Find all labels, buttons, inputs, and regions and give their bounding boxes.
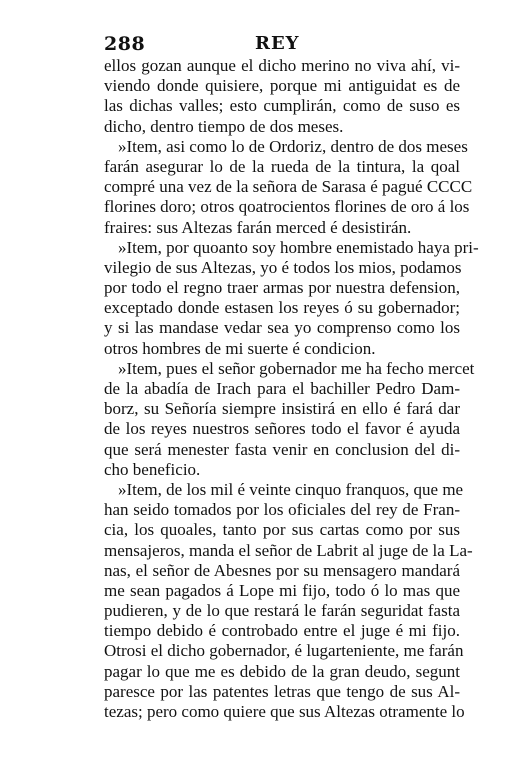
- text-line: borz, su Señoría siempre insistirá en ello é fará dar: [104, 399, 460, 419]
- text-line: vilegio de sus Altezas, yo é todos los mios, podamos: [104, 257, 462, 277]
- text-line: han seido tomados por los oficiales del rey de Fran-: [104, 500, 460, 520]
- text-line: tezas; pero como quiere que sus Altezas otramente lo: [104, 702, 465, 721]
- text-line: que será menester fasta venir en conclusion del di-: [104, 439, 460, 459]
- text-line: cho beneficio.: [104, 459, 201, 479]
- text-line: compré una vez de la señora de Sarasa é pagué CCCC: [104, 177, 473, 197]
- page-header: [104, 33, 460, 55]
- text-line: exceptado donde estasen los reyes ó su gobernador;: [104, 298, 460, 318]
- text-line: »Item, pues el señor gobernador me ha fecho mercet: [118, 358, 475, 378]
- text-line: cia, los quoales, tanto por sus cartas como por sus: [104, 520, 460, 540]
- text-line: ellos gozan aunque el dicho merino no viva ahí, vi-: [104, 56, 460, 75]
- text-line: »Item, de los mil é veinte cinquo franquos, que me: [118, 479, 464, 499]
- text-line: otros hombres de mi suerte é condicion.: [104, 338, 376, 358]
- text-line: de la abadía de Irach para el bachiller Pedro Dam-: [104, 379, 460, 398]
- text-line: mensajeros, manda el señor de Labrit al juge de la La-: [104, 540, 473, 560]
- text-line: viendo donde quisiere, porque mi antiguidat es de: [104, 76, 460, 96]
- text-line: »Item, por quoanto soy hombre enemistado haya pri-: [118, 237, 479, 257]
- text-line: fraires: sus Altezas farán merced é desistirán.: [104, 217, 412, 237]
- body-text: [104, 56, 479, 722]
- text-line: pagar lo que me es debido de la gran deudo, segunt: [104, 661, 460, 681]
- text-line: paresce por las patentes letras que tengo de sus Al-: [104, 681, 460, 701]
- text-line: por todo el regno traer armas por nuestra defension,: [104, 278, 460, 298]
- text-line: y si las mandase vedar sea yo comprenso como los: [104, 318, 460, 338]
- text-line: las dichas valles; esto cumplirán, como de suso es: [104, 96, 460, 116]
- text-line: »Item, asi como lo de Ordoriz, dentro de dos meses: [118, 136, 468, 156]
- text-line: me sean pagados á Lope mi fijo, todo ó lo mas que: [104, 580, 460, 600]
- page-number: 288: [104, 33, 146, 55]
- text-line: nas, el señor de Abesnes por su mensagero mandará: [104, 560, 460, 580]
- text-line: tiempo debido é controbado entre el juge é mi fijo.: [104, 621, 460, 641]
- text-line: de los reyes nuestros señores todo el favor é ayuda: [104, 419, 460, 439]
- text-line: pudieren, y de lo que restará le farán seguridat fasta: [104, 601, 460, 621]
- text-line: Otrosi el dicho gobernador, é lugarteniente, me farán: [104, 641, 464, 661]
- running-head: REY: [255, 33, 300, 54]
- text-line: florines doro; otros qoatrocientos florines de oro á los: [104, 197, 470, 217]
- text-line: dicho, dentro tiempo de dos meses.: [104, 116, 344, 136]
- text-line: farán asegurar lo de la rueda de la tintura, la qoal: [104, 156, 460, 176]
